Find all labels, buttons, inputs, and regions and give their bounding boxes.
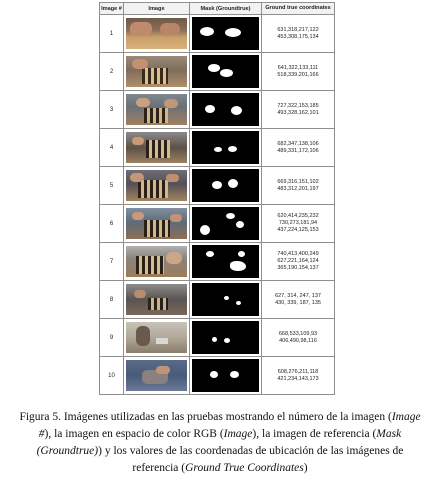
coordinate-line: 518,339,201,166 [277,71,319,78]
rgb-image [126,56,187,87]
image-number: 7 [100,243,124,281]
coordinate-line: 727,322,153,185 [277,102,319,109]
image-number: 10 [100,357,124,395]
figure-caption [14,409,426,477]
caption-italic: Image # [38,411,421,440]
mask-image [192,359,259,392]
coordinate-line: 669,316,151,102 [277,178,319,185]
caption-label: Figura 5. [19,411,61,423]
table-row [100,319,335,357]
image-number: 9 [100,319,124,357]
mask-image [192,17,259,50]
caption-text: ), la imagen en espacio de color RGB ( [44,428,224,440]
coordinate-line: 668,533,109,93 [278,330,318,337]
coordinate-line: 608,276,211,118 [277,368,319,375]
rgb-image [126,322,187,353]
header-coordinates: Ground true coordinates [262,3,335,15]
coordinate-line: 620,414,235,232 [277,213,319,219]
table-row [100,91,335,129]
mask-image [192,321,259,354]
rgb-image [126,284,187,315]
caption-text: ) y los valores de las coordenadas de ubicación de las imágenes de referencia ( [98,445,404,474]
rgb-image [126,170,187,201]
table-row [100,357,335,395]
coordinate-line: 406,490,98,116 [279,337,317,344]
rgb-image [126,208,187,239]
rgb-image [126,94,187,125]
coordinate-line: 365,190,154,137 [277,265,319,271]
rgb-image [126,18,187,49]
coordinate-line: 421,234,143,173 [277,375,319,382]
coordinate-line: 489,331,172,106 [277,147,319,154]
rgb-image [126,132,187,163]
coordinate-line: 631,318,217,122 [277,26,319,33]
image-number: 5 [100,167,124,205]
coordinate-line: 627,221,164,124 [277,258,319,264]
mask-image [192,131,259,164]
image-number: 3 [100,91,124,129]
mask-image [192,207,259,240]
table-row [100,15,335,53]
coordinate-line: 453,308,175,134 [277,33,319,40]
mask-image [192,283,259,316]
image-number: 1 [100,15,124,53]
caption-italic: Ground True Coordinates [185,462,304,474]
caption-italic: Image [223,428,253,440]
rgb-image [126,360,187,391]
coordinate-line: 682,347,138,106 [277,140,319,147]
caption-italic: Mask (Groundtrue) [36,428,402,457]
header-image: Image [124,3,190,15]
caption-text: ), la imagen de referencia ( [252,428,377,440]
table-row [100,129,335,167]
coordinate-line: 493,328,162,101 [277,109,319,116]
caption-text: Imágenes utilizadas en las pruebas mostrando el número de la imagen ( [60,411,392,423]
coordinate-line: 437,224,125,153 [277,227,319,233]
coordinate-line: 740,413,400,249 [277,251,319,257]
caption-text: ) [303,462,308,474]
coordinate-line: 641,322,133,111 [277,64,319,71]
coordinate-line: 483,312,201,197 [277,185,319,192]
image-number: 6 [100,205,124,243]
results-table [99,2,335,395]
table-row [100,53,335,91]
header-image-number: Image # [100,3,124,15]
image-number: 2 [100,53,124,91]
table-row [100,167,335,205]
mask-image [192,169,259,202]
image-number: 8 [100,281,124,319]
coordinate-line: 430, 339, 187, 135 [275,299,321,306]
table-header-row [100,3,335,15]
table-row [100,243,335,281]
coordinate-line: 730,273,181,94 [278,220,318,226]
rgb-image [126,246,187,277]
image-number: 4 [100,129,124,167]
mask-image [192,245,259,278]
mask-image [192,55,259,88]
header-mask: Mask (Groundtrue) [190,3,262,15]
table-row [100,205,335,243]
mask-image [192,93,259,126]
table-row [100,281,335,319]
coordinate-line: 627, 314, 247, 137 [275,292,321,299]
